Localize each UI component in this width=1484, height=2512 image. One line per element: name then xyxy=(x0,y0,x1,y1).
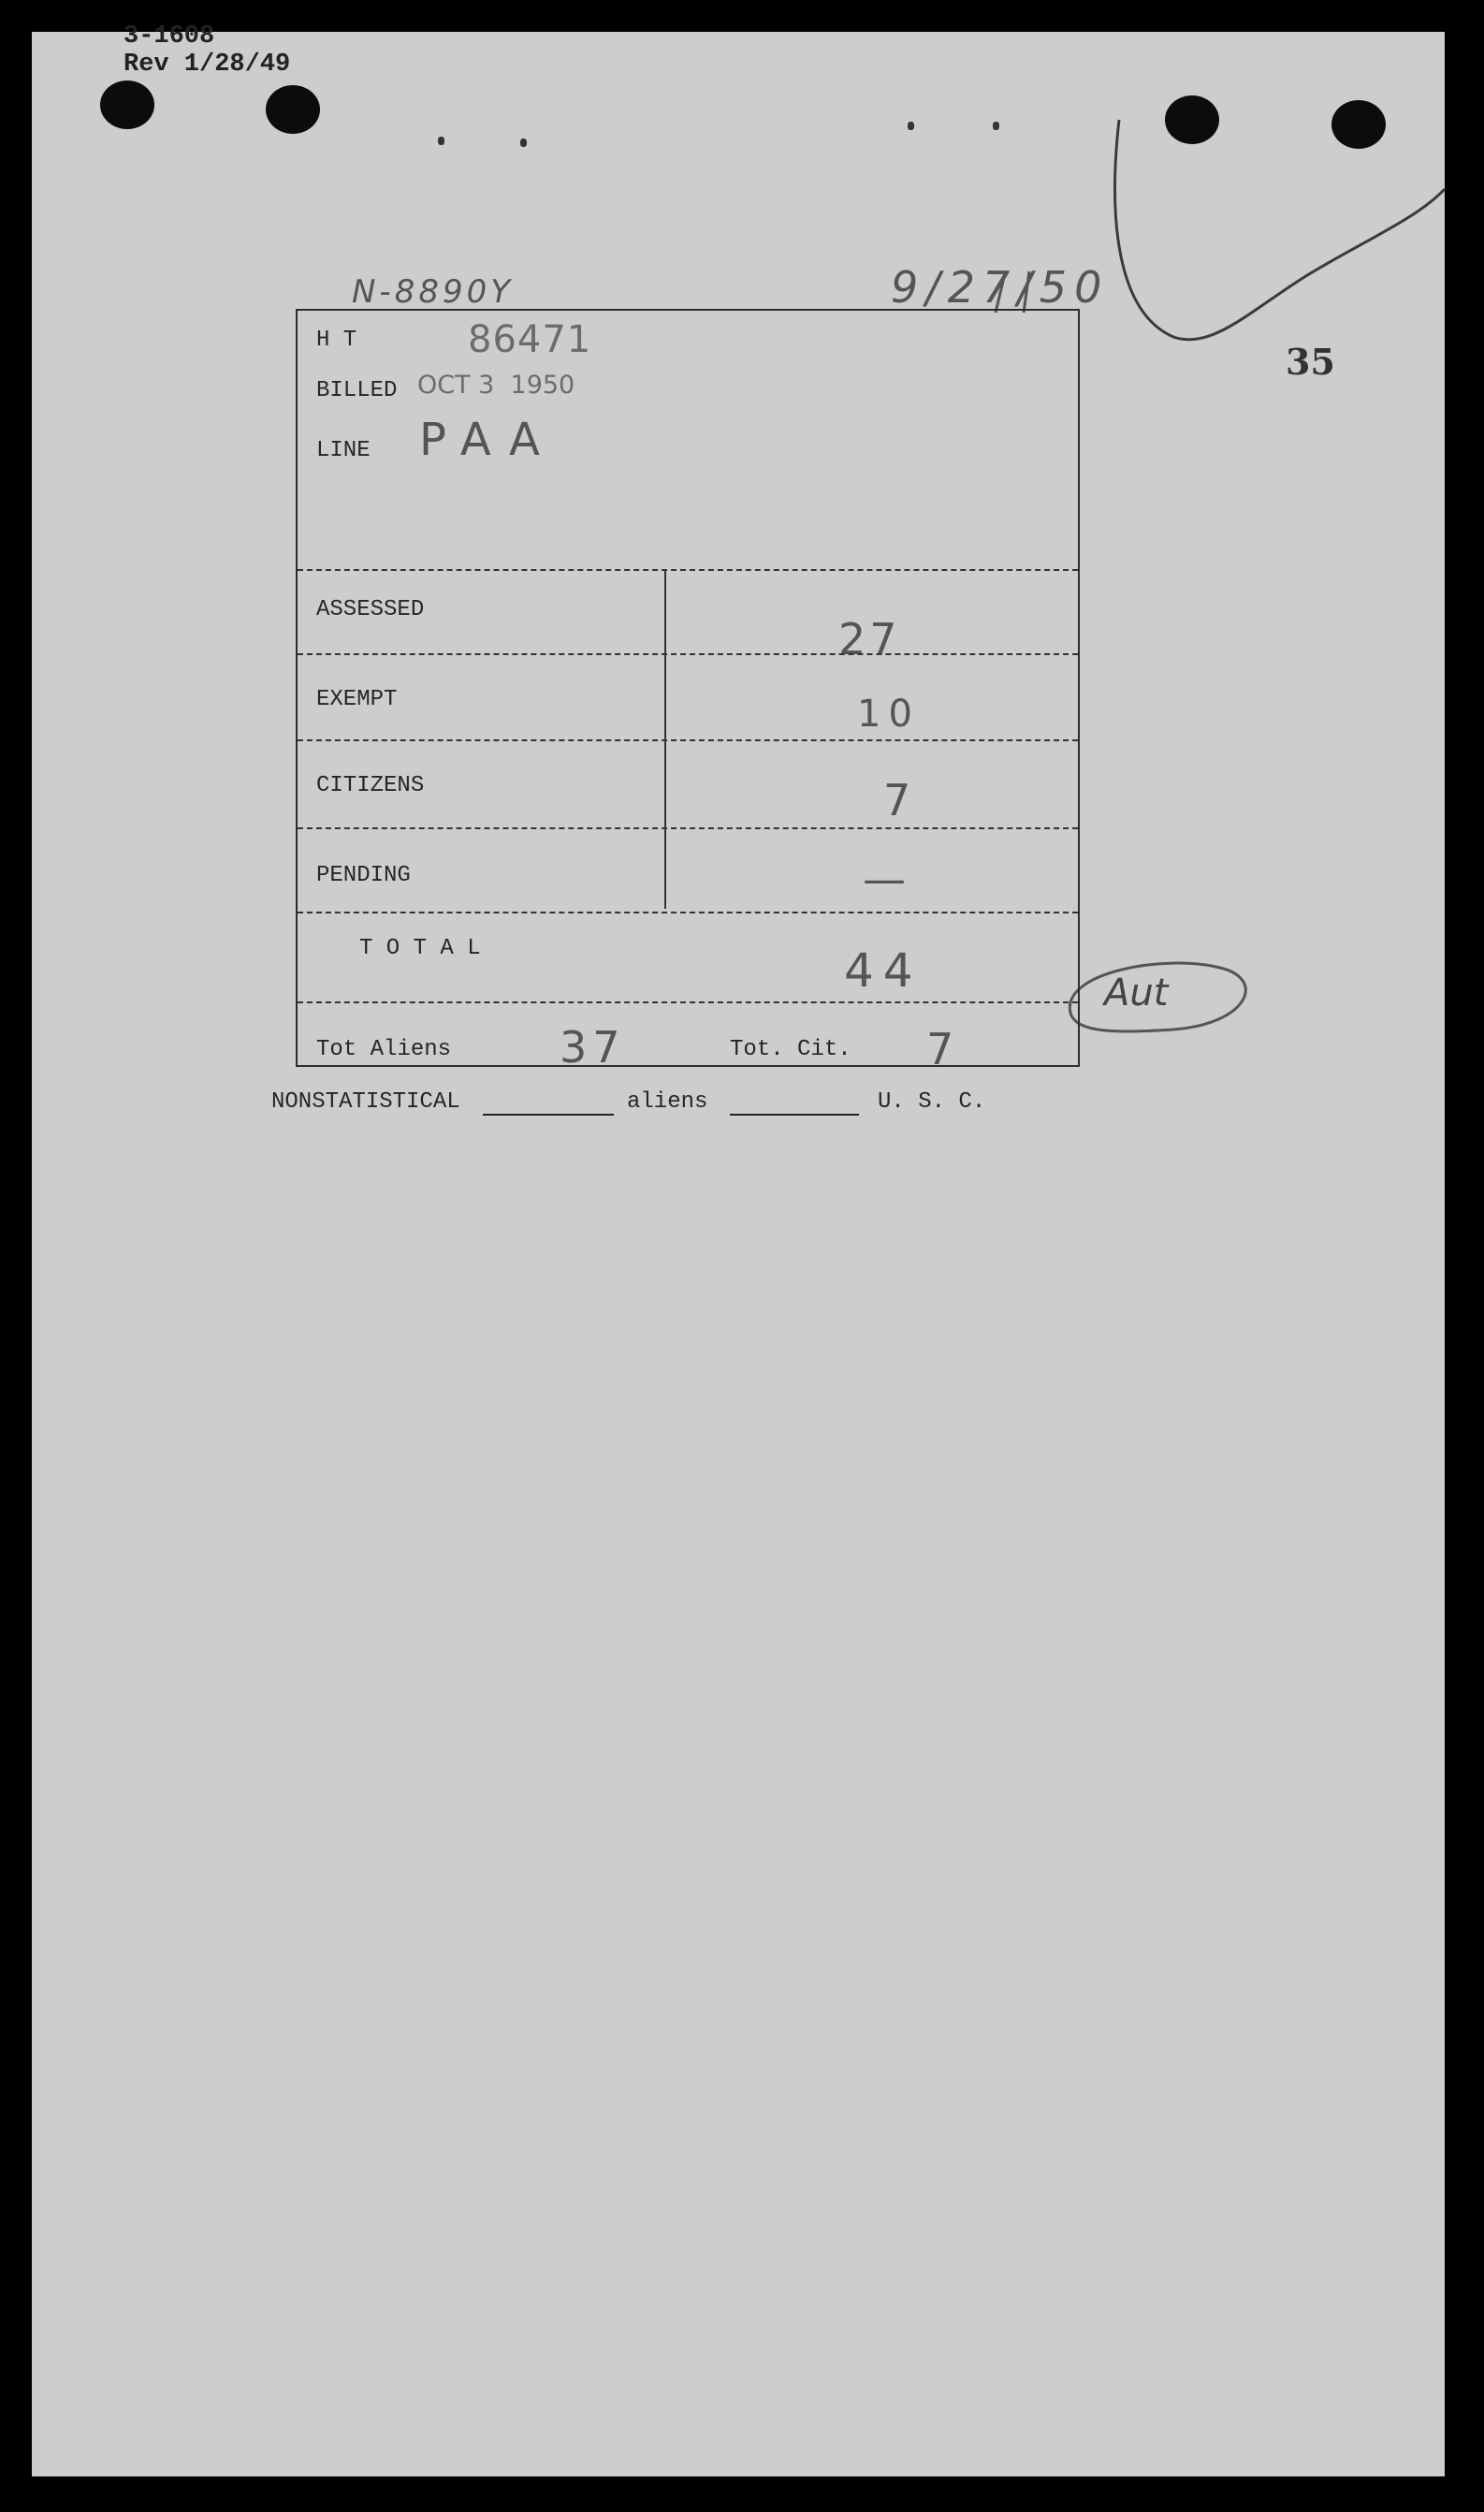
ht-label: H T xyxy=(316,328,357,353)
divider xyxy=(298,827,1078,829)
form-revision: Rev 1/28/49 xyxy=(124,51,291,79)
ht-value: 86471 xyxy=(468,318,592,361)
nonstatistical-aliens-blank xyxy=(483,1114,614,1116)
pending-label: PENDING xyxy=(316,863,411,888)
pencil-curve xyxy=(1115,120,1445,340)
tot-cit-value: 7 xyxy=(926,1024,954,1074)
billed-label: BILLED xyxy=(316,378,398,403)
exempt-label: EXEMPT xyxy=(316,687,398,712)
document-page xyxy=(32,22,1445,2476)
citizens-label: CITIZENS xyxy=(316,773,425,798)
exempt-value: 10 xyxy=(857,693,920,736)
date-handwritten: 9/27/50 xyxy=(891,262,1110,313)
page-number: 35 xyxy=(1286,341,1335,383)
pending-value: — xyxy=(863,854,906,904)
assessed-value: 27 xyxy=(838,614,901,665)
line-value: PAA xyxy=(419,414,557,466)
divider xyxy=(298,569,1078,571)
total-value: 44 xyxy=(844,943,923,998)
divider xyxy=(298,1001,1078,1003)
billed-date-stamp: OCT 3 1950 xyxy=(417,371,575,400)
assessed-label: ASSESSED xyxy=(316,597,425,622)
initials: Aut xyxy=(1104,971,1169,1015)
citizens-value: 7 xyxy=(883,775,911,825)
file-number: N-8890Y xyxy=(352,273,514,311)
nonstatistical-usc-blank xyxy=(730,1114,859,1116)
usc-label: U. S. C. xyxy=(878,1089,986,1115)
line-label: LINE xyxy=(316,438,371,463)
divider xyxy=(298,912,1078,913)
tot-cit-label: Tot. Cit. xyxy=(730,1037,851,1062)
aliens-label: aliens xyxy=(627,1089,708,1115)
divider xyxy=(298,653,1078,655)
form-number: 3-1608 xyxy=(124,22,215,51)
divider xyxy=(298,739,1078,741)
nonstatistical-label: NONSTATISTICAL xyxy=(271,1089,460,1115)
statistics-form xyxy=(296,309,1080,1074)
tot-aliens-value: 37 xyxy=(560,1022,626,1073)
total-label: T O T A L xyxy=(359,936,481,961)
tot-aliens-label: Tot Aliens xyxy=(316,1037,452,1062)
